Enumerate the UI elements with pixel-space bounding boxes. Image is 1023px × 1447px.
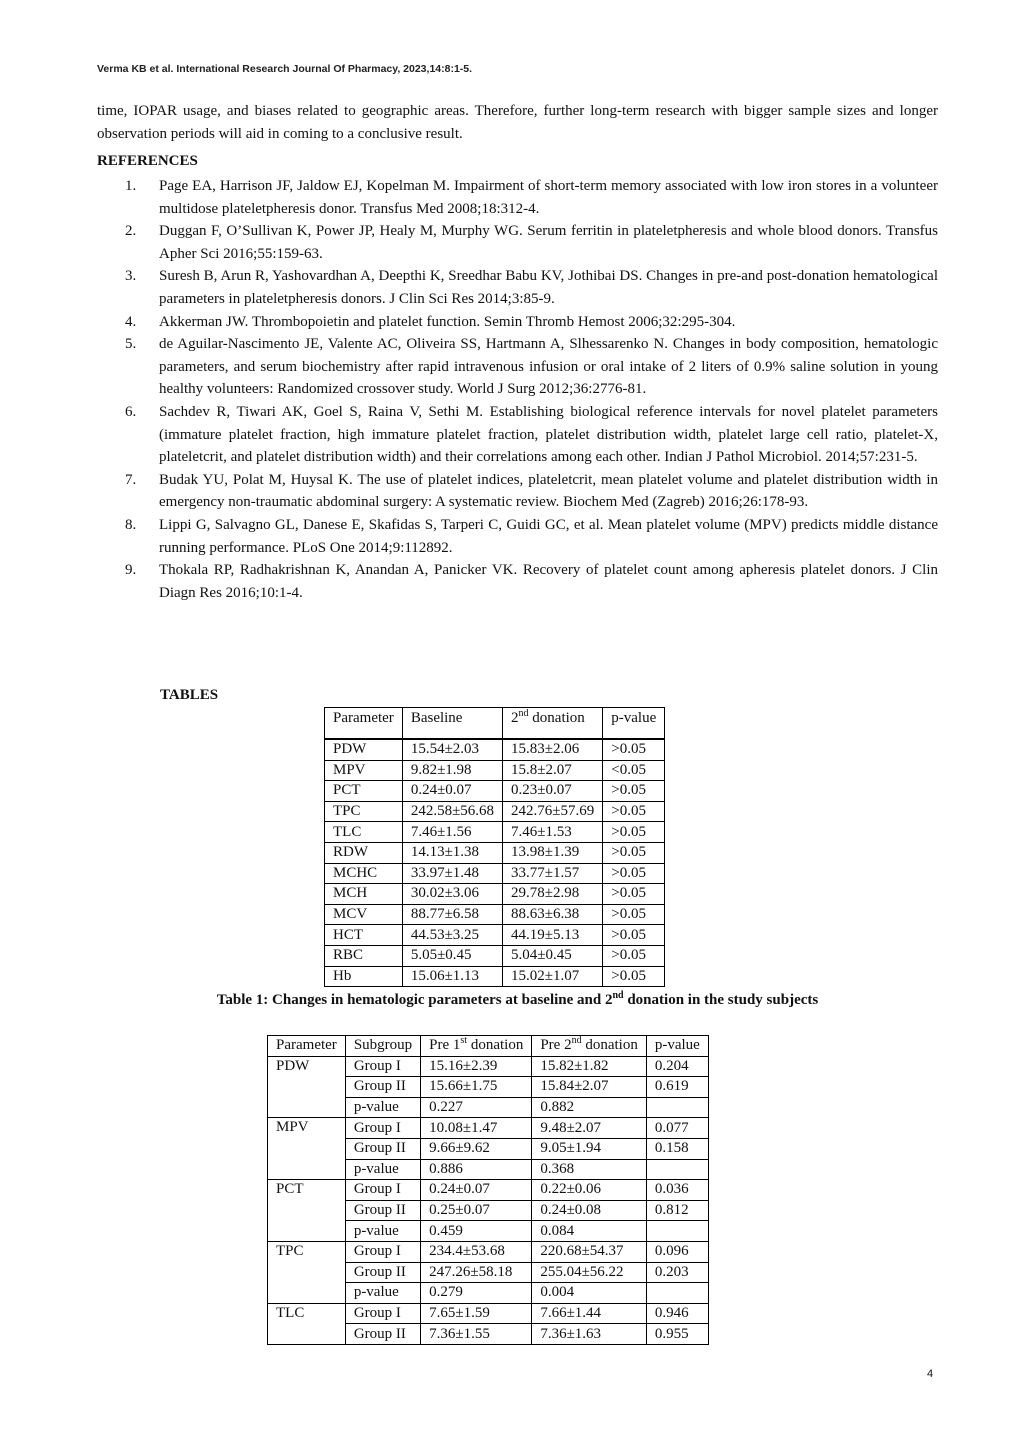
cell-subgroup: Group II [345,1138,420,1159]
table-row [268,1056,709,1077]
cell-parameter: TLC [325,822,403,843]
reference-item [97,265,938,310]
cell-baseline: 14.13±1.38 [402,842,502,863]
cell-pvalue [646,1159,708,1180]
cell-pre-2nd-donation: 15.82±1.82 [532,1056,647,1077]
table-row [325,801,665,822]
cell-pvalue: >0.05 [603,904,665,925]
cell-pre-1st-donation: 234.4±53.68 [421,1241,532,1262]
cell-pre-1st-donation: 9.66±9.62 [421,1138,532,1159]
cell-pre-1st-donation: 0.24±0.07 [421,1180,532,1201]
cell-parameter: MPV [325,760,403,781]
reference-number [97,514,159,559]
reference-number-text: 1. [125,178,137,194]
cell-pvalue: >0.05 [603,801,665,822]
tables-heading: TABLES [160,687,219,703]
reference-number [97,311,159,334]
cell-subgroup: p-value [345,1159,420,1180]
reference-text: Budak YU, Polat M, Huysal K. The use of platelet indices, plateletcrit, mean platelet volume and platelet distribution width in emergency non-traumatic abdominal surgery: A systematic review. Biochem Med (Zagreb) 2016;26:178-93. [159,471,938,511]
cell-subgroup: Group I [345,1241,420,1262]
cell-pvalue: >0.05 [603,884,665,905]
cell-pvalue: >0.05 [603,966,665,987]
cell-pre-1st-donation: 10.08±1.47 [421,1118,532,1139]
table-row [325,925,665,946]
cell-baseline: 88.77±6.58 [402,904,502,925]
cell-pvalue: 0.077 [646,1118,708,1139]
cell-pvalue: 0.036 [646,1180,708,1201]
header-text: donation [528,710,585,726]
cell-pre-1st-donation: 15.16±2.39 [421,1056,532,1077]
header-superscript: nd [571,1035,582,1047]
cell-baseline: 15.54±2.03 [402,739,502,760]
cell-pre-1st-donation: 7.65±1.59 [421,1303,532,1324]
cell-pre-2nd-donation: 7.66±1.44 [532,1303,647,1324]
cell-subgroup: Group I [345,1118,420,1139]
cell-pvalue: 0.203 [646,1262,708,1283]
cell-parameter: MCHC [325,863,403,884]
references-list [97,175,938,604]
cell-pvalue: <0.05 [603,760,665,781]
reference-text: de Aguilar-Nascimento JE, Valente AC, Oliveira SS, Hartmann A, Slhessarenko N. Changes in body composition, hematologic parameters, and serum biochemistry after rapid intravenous infusion or oral intake of 2 liters of 0.9% saline solution in young healthy volunteers: Randomized crossover study. World J Surg 2012;36:2776-81. [159,336,938,398]
cell-pvalue: 0.204 [646,1056,708,1077]
table-2-header-row [268,1036,709,1057]
cell-2nd-donation: 15.83±2.06 [503,739,603,760]
table-row [325,842,665,863]
cell-pvalue: 0.955 [646,1324,708,1345]
reference-item [97,333,938,401]
reference-text: Sachdev R, Tiwari AK, Goel S, Raina V, Sethi M. Establishing biological reference intervals for novel platelet parameters (immature platelet fraction, high immature platelet fraction, platelet distribution width, platelet large cell ratio, platelet-X, plateletcrit, and platelet distribution width) and their correlations among each other. Indian J Pathol Microbiol. 2014;57:231-5. [159,403,938,466]
col-header-pvalue: p-value [646,1036,708,1057]
cell-pvalue: >0.05 [603,863,665,884]
table-row [325,945,665,966]
reference-item [97,401,938,469]
cell-pvalue: 0.812 [646,1200,708,1221]
reference-number [97,175,159,220]
cell-subgroup: Group I [345,1303,420,1324]
cell-pre-2nd-donation: 9.48±2.07 [532,1118,647,1139]
cell-pre-1st-donation: 7.36±1.55 [421,1324,532,1345]
cell-pvalue: 0.096 [646,1241,708,1262]
col-header-parameter: Parameter [268,1036,346,1057]
cell-2nd-donation: 33.77±1.57 [503,863,603,884]
cell-pre-1st-donation: 247.26±58.18 [421,1262,532,1283]
reference-item [97,175,938,220]
running-header: Verma KB et al. International Research Journal Of Pharmacy, 2023,14:8:1-5. [97,63,473,75]
reference-number [97,469,159,514]
cell-baseline: 15.06±1.13 [402,966,502,987]
reference-number-text: 7. [125,471,137,488]
cell-pvalue: 0.946 [646,1303,708,1324]
col-header-baseline: Baseline [402,708,502,740]
header-text: 2 [511,710,519,726]
references-heading: REFERENCES [97,153,198,169]
table-row [325,966,665,987]
table-row [325,739,665,760]
cell-parameter: TLC [268,1303,346,1344]
cell-2nd-donation: 15.02±1.07 [503,966,603,987]
reference-number-text: 3. [125,268,137,285]
cell-pre-2nd-donation: 220.68±54.37 [532,1241,647,1262]
cell-2nd-donation: 44.19±5.13 [503,925,603,946]
cell-pre-2nd-donation: 0.368 [532,1159,647,1180]
reference-text: Page EA, Harrison JF, Jaldow EJ, Kopelman M. Impairment of short-term memory associated with low iron stores in a volunteer multidose plateletpheresis donor. Transfus Med 2008;18:312-4. [159,178,938,217]
cell-subgroup: Group II [345,1077,420,1098]
reference-number-text: 8. [125,516,137,533]
col-header-pvalue: p-value [603,708,665,740]
reference-text: Duggan F, O’Sullivan K, Power JP, Healy M, Murphy WG. Serum ferritin in plateletpheresis and whole blood donors. Transfus Apher Sci 2016;55:159-63. [159,223,938,262]
cell-pvalue [646,1097,708,1118]
cell-pvalue: >0.05 [603,781,665,802]
reference-item [97,220,938,265]
cell-pre-2nd-donation: 15.84±2.07 [532,1077,647,1098]
cell-baseline: 0.24±0.07 [402,781,502,802]
cell-subgroup: Group I [345,1180,420,1201]
cell-baseline: 242.58±56.68 [402,801,502,822]
reference-text: Akkerman JW. Thrombopoietin and platelet function. Semin Thromb Hemost 2006;32:295-304. [159,313,736,330]
cell-parameter: Hb [325,966,403,987]
cell-parameter: TPC [325,801,403,822]
header-superscript: st [460,1035,468,1047]
reference-number [97,559,159,604]
cell-pre-1st-donation: 0.886 [421,1159,532,1180]
cell-parameter: PCT [268,1180,346,1242]
table-2-body [268,1056,709,1344]
cell-parameter: PDW [268,1056,346,1118]
cell-pre-1st-donation: 0.227 [421,1097,532,1118]
col-header-pre-1st-donation [421,1036,532,1057]
col-header-parameter: Parameter [325,708,403,740]
cell-2nd-donation: 88.63±6.38 [503,904,603,925]
cell-pvalue: 0.619 [646,1077,708,1098]
reference-number [97,265,159,310]
cell-pvalue: >0.05 [603,739,665,760]
table-row [268,1303,709,1324]
caption-text: Table 1: Changes in hematologic parameters at baseline and 2 [216,992,613,1008]
cell-parameter: HCT [325,925,403,946]
cell-pre-2nd-donation: 255.04±56.22 [532,1262,647,1283]
intro-paragraph: time, IOPAR usage, and biases related to geographic areas. Therefore, further long-term research with bigger sample sizes and longer observation periods will aid in coming to a conclusive result. [97,103,938,142]
cell-baseline: 30.02±3.06 [402,884,502,905]
table-1-body [325,739,665,987]
header-text: donation [581,1037,638,1054]
cell-pvalue: >0.05 [603,822,665,843]
cell-parameter: RDW [325,842,403,863]
table-row [325,781,665,802]
reference-number [97,220,159,265]
cell-pre-1st-donation: 0.279 [421,1283,532,1304]
table-row [325,760,665,781]
cell-pre-2nd-donation: 7.36±1.63 [532,1324,647,1345]
cell-pvalue: >0.05 [603,945,665,966]
cell-parameter: MCV [325,904,403,925]
reference-number-text: 4. [125,313,137,330]
cell-2nd-donation: 29.78±2.98 [503,884,603,905]
reference-text: Lippi G, Salvagno GL, Danese E, Skafidas S, Tarperi C, Guidi GC, et al. Mean platelet volume (MPV) predicts middle distance running performance. PLoS One 2014;9:112892. [159,516,938,556]
cell-baseline: 7.46±1.56 [402,822,502,843]
reference-item [97,469,938,514]
cell-baseline: 33.97±1.48 [402,863,502,884]
cell-pre-1st-donation: 0.459 [421,1221,532,1242]
table-1-caption [0,992,1023,1009]
cell-baseline: 5.05±0.45 [402,945,502,966]
reference-item [97,311,938,334]
reference-number [97,401,159,469]
cell-subgroup: Group II [345,1262,420,1283]
cell-parameter: MPV [268,1118,346,1180]
header-text: Pre 1 [429,1037,461,1054]
cell-subgroup: p-value [345,1097,420,1118]
page-number: 4 [927,1368,934,1380]
col-header-subgroup: Subgroup [345,1036,420,1057]
caption-superscript: nd [612,990,624,1001]
table-row [325,863,665,884]
cell-subgroup: Group I [345,1056,420,1077]
cell-2nd-donation: 15.8±2.07 [503,760,603,781]
reference-item [97,514,938,559]
reference-number-text: 2. [125,223,137,240]
reference-number-text: 5. [125,336,137,353]
reference-text: Thokala RP, Radhakrishnan K, Anandan A, Panicker VK. Recovery of platelet count among apheresis platelet donors. J Clin Diagn Res 2016;10:1-4. [159,562,938,601]
cell-2nd-donation: 13.98±1.39 [503,842,603,863]
cell-pvalue: >0.05 [603,842,665,863]
cell-pre-1st-donation: 0.25±0.07 [421,1200,532,1221]
cell-pre-1st-donation: 15.66±1.75 [421,1077,532,1098]
header-text: donation [467,1037,524,1054]
table-2 [267,1035,709,1345]
cell-pre-2nd-donation: 0.084 [532,1221,647,1242]
cell-pre-2nd-donation: 0.004 [532,1283,647,1304]
cell-pre-2nd-donation: 0.22±0.06 [532,1180,647,1201]
col-header-2nd-donation [503,708,603,740]
header-text: Pre 2 [540,1037,572,1054]
cell-pvalue: 0.158 [646,1138,708,1159]
header-superscript: nd [518,708,529,719]
reference-item [97,559,938,604]
cell-2nd-donation: 5.04±0.45 [503,945,603,966]
reference-text: Suresh B, Arun R, Yashovardhan A, Deepthi K, Sreedhar Babu KV, Jothibai DS. Changes in pre-and post-donation hematological parameters in plateletpheresis donors. J Clin Sci Res 2014;3:85-9. [159,268,938,307]
cell-subgroup: p-value [345,1221,420,1242]
table-row [325,822,665,843]
cell-2nd-donation: 242.76±57.69 [503,801,603,822]
cell-2nd-donation: 7.46±1.53 [503,822,603,843]
reference-number-text: 9. [125,562,137,579]
cell-parameter: RBC [325,945,403,966]
col-header-pre-2nd-donation [532,1036,647,1057]
table-row [325,884,665,905]
caption-text: donation in the study subjects [623,992,819,1008]
cell-parameter: PDW [325,739,403,760]
cell-baseline: 44.53±3.25 [402,925,502,946]
cell-subgroup: p-value [345,1283,420,1304]
table-row [268,1118,709,1139]
cell-parameter: MCH [325,884,403,905]
cell-baseline: 9.82±1.98 [402,760,502,781]
cell-pvalue [646,1221,708,1242]
table-1 [324,707,665,987]
reference-number [97,333,159,401]
cell-pre-2nd-donation: 0.882 [532,1097,647,1118]
cell-pvalue [646,1283,708,1304]
table-1-header-row [325,708,665,740]
table-row [325,904,665,925]
table-row [268,1180,709,1201]
cell-pvalue: >0.05 [603,925,665,946]
cell-parameter: TPC [268,1241,346,1303]
cell-subgroup: Group II [345,1324,420,1345]
cell-parameter: PCT [325,781,403,802]
cell-pre-2nd-donation: 0.24±0.08 [532,1200,647,1221]
cell-subgroup: Group II [345,1200,420,1221]
table-row [268,1241,709,1262]
cell-2nd-donation: 0.23±0.07 [503,781,603,802]
cell-pre-2nd-donation: 9.05±1.94 [532,1138,647,1159]
reference-number-text: 6. [125,403,137,420]
